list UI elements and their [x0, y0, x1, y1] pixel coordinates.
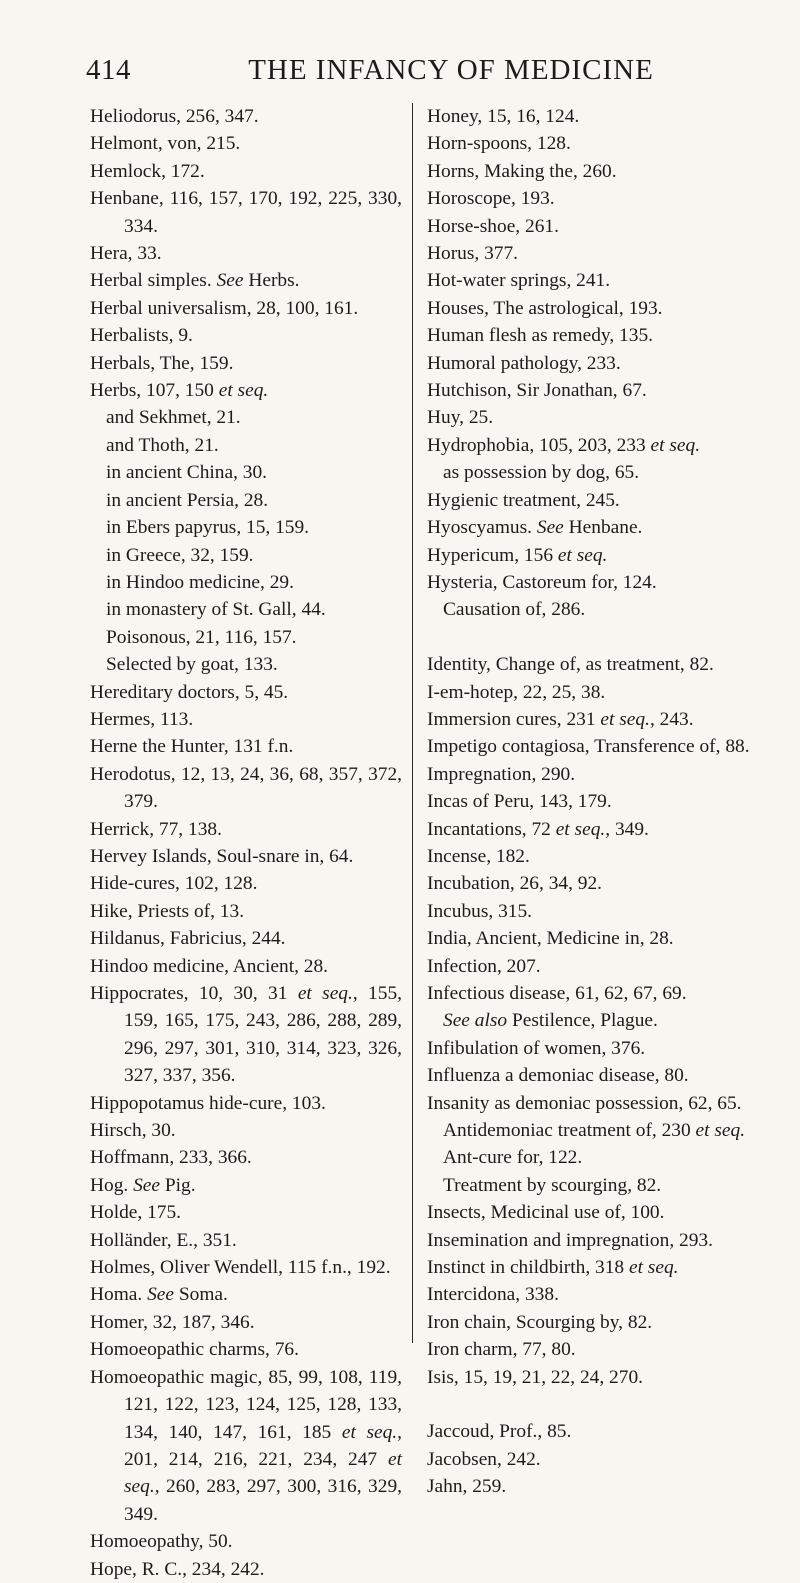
index-entry: Herodotus, 12, 13, 24, 36, 68, 357, 372, 379.: [90, 763, 402, 813]
index-column-left: [90, 103, 402, 1583]
index-entry: Homoeopathic magic, 85, 99, 108, 119, 121, 122, 123, 124, 125, 128, 133, 134, 140, 147, 161, 185 et seq., 201, 214, 216, 221, 234, 247 et seq., 260, 283, 297, 300, 316, 329, 349.: [90, 1366, 402, 1525]
index-entry: Incubus, 315.: [427, 900, 533, 922]
index-entry: Hereditary doctors, 5, 45.: [90, 681, 289, 703]
index-entry: Hippocrates, 10, 30, 31 et seq., 155, 159, 165, 175, 243, 286, 288, 289, 296, 297, 301, 310, 314, 323, 326, 327, 337, 356.: [90, 983, 402, 1087]
index-entry: Jacobsen, 242.: [427, 1448, 541, 1470]
column-divider: [412, 103, 413, 1343]
index-entry: Herne the Hunter, 131 f.n.: [90, 736, 294, 758]
page-number: 414: [86, 54, 131, 86]
index-entry: Honey, 15, 16, 124.: [427, 106, 580, 127]
index-entry: Incantations, 72 et seq., 349.: [427, 818, 649, 840]
index-entry: Herbalists, 9.: [90, 325, 193, 347]
index-subentry: Treatment by scourging, 82.: [443, 1174, 662, 1196]
index-entry: Infection, 207.: [427, 955, 541, 977]
index-entry: Jahn, 259.: [427, 1476, 507, 1498]
index-entry: Insanity as demoniac possession, 62, 65.: [427, 1092, 742, 1114]
index-entry: Identity, Change of, as treatment, 82.: [427, 654, 714, 676]
index-subentry: Poisonous, 21, 116, 157.: [106, 626, 297, 648]
index-entry: Herbals, The, 159.: [90, 352, 234, 374]
index-entry: Isis, 15, 19, 21, 22, 24, 270.: [427, 1366, 643, 1388]
index-entry: Hope, R. C., 234, 242.: [90, 1558, 265, 1580]
index-entry: Infibulation of women, 376.: [427, 1037, 646, 1059]
index-entry: Hyoscyamus. See Henbane.: [427, 517, 643, 539]
index-entry: Hirsch, 30.: [90, 1120, 176, 1142]
index-entry: Homa. See Soma.: [90, 1284, 228, 1306]
index-entry: Homoeopathic charms, 76.: [90, 1339, 299, 1361]
index-entry: I-em-hotep, 22, 25, 38.: [427, 681, 606, 703]
index-subentry: in Ebers papyrus, 15, 159.: [106, 517, 310, 539]
index-subentry: and Sekhmet, 21.: [106, 407, 241, 429]
index-entry: Homer, 32, 187, 346.: [90, 1311, 255, 1333]
index-entry: Hermes, 113.: [90, 708, 194, 730]
index-subentry: in ancient Persia, 28.: [106, 489, 269, 511]
index-entry: Hydrophobia, 105, 203, 233 et seq.: [427, 434, 701, 456]
index-entry: Iron charm, 77, 80.: [427, 1339, 576, 1361]
index-subentry: See also Pestilence, Plague.: [443, 1010, 658, 1032]
index-column-right: [427, 103, 777, 1501]
letter-section-gap: [427, 1391, 777, 1418]
index-entry: Hypericum, 156 et seq.: [427, 544, 608, 566]
letter-section-gap: [427, 624, 777, 651]
index-entry: Heliodorus, 256, 347.: [90, 106, 259, 127]
index-entry: Hera, 33.: [90, 243, 162, 265]
page-header: [86, 54, 776, 94]
index-entry: Iron chain, Scourging by, 82.: [427, 1311, 653, 1333]
index-subentry: Antidemoniac treatment of, 230 et seq.: [443, 1120, 746, 1142]
index-entry: Holde, 175.: [90, 1202, 182, 1224]
index-entry: Holmes, Oliver Wendell, 115 f.n., 192.: [90, 1257, 391, 1279]
index-entry: Hutchison, Sir Jonathan, 67.: [427, 380, 647, 402]
index-entry: Homoeopathy, 50.: [90, 1531, 233, 1553]
index-entry: Infectious disease, 61, 62, 67, 69.: [427, 982, 687, 1004]
index-subentry: in Greece, 32, 159.: [106, 544, 254, 566]
index-entry: Horn-spoons, 128.: [427, 133, 571, 155]
index-entry: Insects, Medicinal use of, 100.: [427, 1202, 665, 1224]
index-subentry: in ancient China, 30.: [106, 462, 268, 484]
running-title: THE INFANCY OF MEDICINE: [248, 54, 654, 86]
index-subentry: Selected by goat, 133.: [106, 654, 278, 676]
index-subentry: in Hindoo medicine, 29.: [106, 571, 294, 593]
index-entry: Horse-shoe, 261.: [427, 215, 559, 237]
index-entry: Hippopotamus hide-cure, 103.: [90, 1092, 326, 1114]
index-entry: Instinct in childbirth, 318 et seq.: [427, 1257, 679, 1279]
index-entry: Hot-water springs, 241.: [427, 270, 611, 292]
index-subentry: Ant-cure for, 122.: [443, 1147, 583, 1169]
index-entry: Hog. See Pig.: [90, 1174, 196, 1196]
index-entry: Intercidona, 338.: [427, 1284, 559, 1306]
index-entry: Huy, 25.: [427, 407, 494, 429]
index-entry: Holländer, E., 351.: [90, 1229, 237, 1251]
index-entry: Horoscope, 193.: [427, 188, 555, 210]
index-entry: Hemlock, 172.: [90, 160, 205, 182]
index-entry: Hysteria, Castoreum for, 124.: [427, 571, 657, 593]
index-entry: Horns, Making the, 260.: [427, 160, 617, 182]
index-entry: Hoffmann, 233, 366.: [90, 1147, 252, 1169]
index-entry: Immersion cures, 231 et seq., 243.: [427, 708, 694, 730]
index-entry: Houses, The astrological, 193.: [427, 297, 663, 319]
index-entry: Hide-cures, 102, 128.: [90, 873, 258, 895]
index-entry: Impetigo contagiosa, Transference of, 88.: [427, 736, 750, 758]
index-entry: Incubation, 26, 34, 92.: [427, 873, 603, 895]
index-entry: Horus, 377.: [427, 243, 519, 265]
index-entry: Jaccoud, Prof., 85.: [427, 1421, 572, 1443]
index-entry: Humoral pathology, 233.: [427, 352, 621, 374]
index-entry: Herbs, 107, 150 et seq.: [90, 380, 269, 402]
index-entry: Incense, 182.: [427, 845, 530, 867]
index-entry: Hindoo medicine, Ancient, 28.: [90, 955, 329, 977]
index-entry: Impregnation, 290.: [427, 763, 576, 785]
index-subentry: as possession by dog, 65.: [443, 462, 640, 484]
index-entry: Influenza a demoniac disease, 80.: [427, 1065, 689, 1087]
index-entry: Herbal simples. See Herbs.: [90, 270, 300, 292]
index-subentry: and Thoth, 21.: [106, 434, 219, 456]
index-entry: India, Ancient, Medicine in, 28.: [427, 928, 674, 950]
index-entry: Herrick, 77, 138.: [90, 818, 222, 840]
index-entry: Helmont, von, 215.: [90, 133, 241, 155]
index-entry: Human flesh as remedy, 135.: [427, 325, 653, 347]
index-entry: Henbane, 116, 157, 170, 192, 225, 330, 334.: [90, 188, 402, 237]
index-entry: Hervey Islands, Soul-snare in, 64.: [90, 845, 354, 867]
index-entry: Hygienic treatment, 245.: [427, 489, 620, 511]
index-subentry: in monastery of St. Gall, 44.: [106, 599, 326, 621]
index-entry: Insemination and impregnation, 293.: [427, 1229, 713, 1251]
index-entry: Incas of Peru, 143, 179.: [427, 791, 612, 813]
index-subentry: Causation of, 286.: [443, 599, 586, 621]
index-entry: Hildanus, Fabricius, 244.: [90, 928, 286, 950]
index-entry: Hike, Priests of, 13.: [90, 900, 245, 922]
index-entry: Herbal universalism, 28, 100, 161.: [90, 297, 359, 319]
